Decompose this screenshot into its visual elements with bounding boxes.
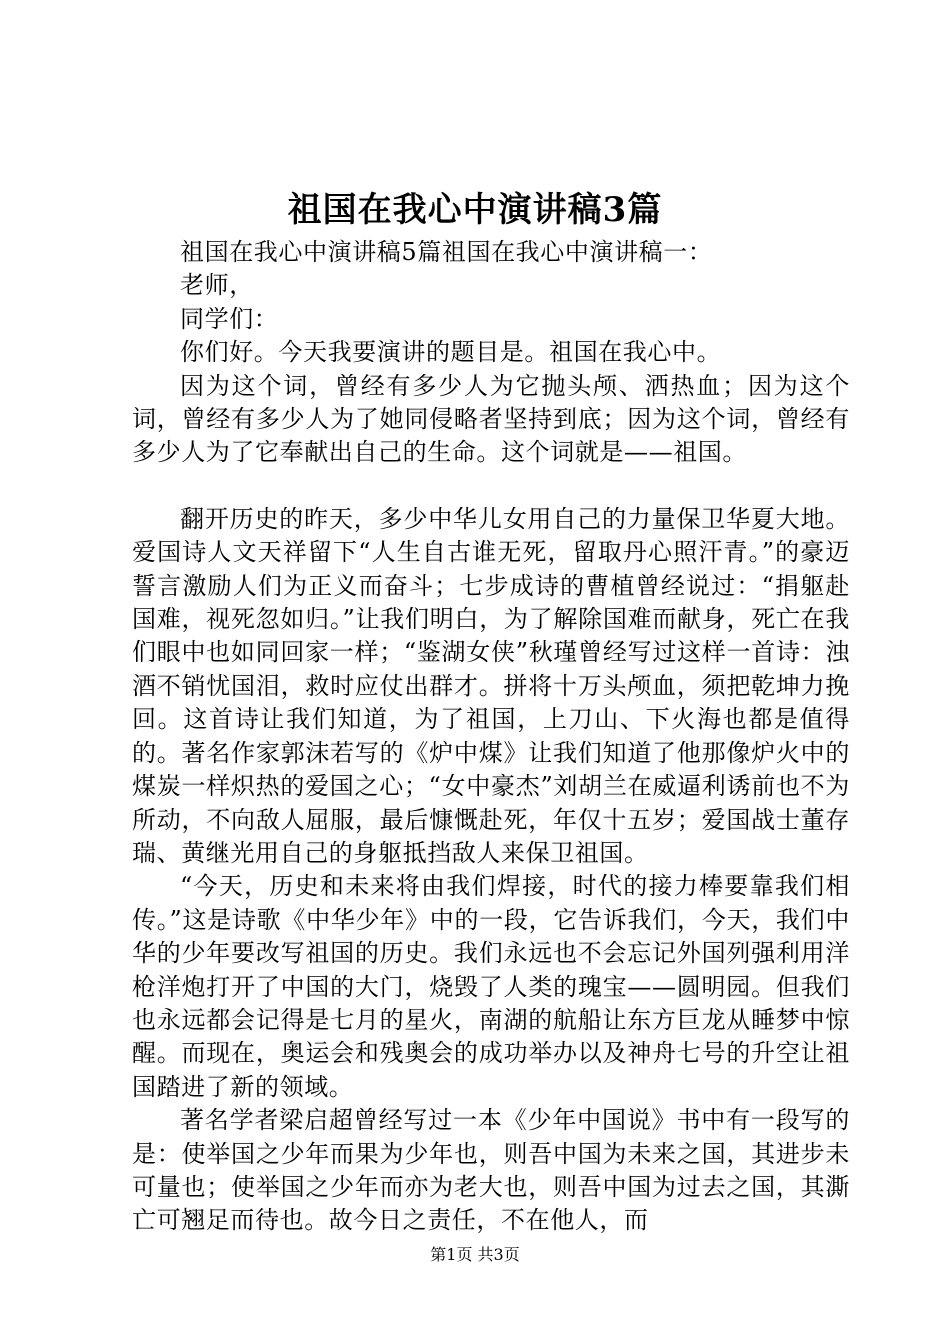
document-title: 祖国在我心中演讲稿3篇 [287, 190, 663, 230]
body-paragraph-homeland-word: 因为这个词，曾经有多少人为它抛头颅、洒热血；因为这个词，曾经有多少人为了她同侵略者坚持到底；因为这个词，曾经有多少人为了它奉献出自己的生命。这个词就是——祖国。 [132, 371, 850, 467]
body-paragraph-intro: 祖国在我心中演讲稿5篇祖国在我心中演讲稿一： [180, 238, 713, 266]
page-number-footer: 第1页 共3页 [430, 1245, 520, 1264]
body-paragraph-salutation-teacher: 老师， [180, 271, 254, 300]
paragraph-gap [132, 470, 850, 503]
body-paragraph-liang-qichao: 著名学者梁启超曾经写过一本《少年中国说》书中有一段写的是：使举国之少年而果为少年也，则吾中国为未来之国，其进步未可量也；使举国之少年而亦为老大也，则吾中国为过去之国，其澌亡可翘足而待也。故今日之责任，不在他人，而 [132, 1106, 850, 1235]
body-paragraph-history: 翻开历史的昨天，多少中华儿女用自己的力量保卫华夏大地。爱国诗人文天祥留下“人生自古谁无死，留取丹心照汗青。”的豪迈誓言激励人们为正义而奋斗；七步成诗的曹植曾经说过：“捐躯赴国难，视死忽如归。”让我们明白，为了解除国难而献身，死亡在我们眼中也如同回家一样；“鉴湖女侠”秋瑾曾经写过这样一首诗：浊酒不销忧国泪，救时应仗出群才。拼将十万头颅血，须把乾坤力挽回。这首诗让我们知道，为了祖国，上刀山、下火海也都是值得的。著名作家郭沫若写的《炉中煤》让我们知道了他那像炉火中的煤炭一样炽热的爱国之心；“女中豪杰”刘胡兰在威逼利诱前也不为所动，不向敌人屈服，最后慷慨赴死，年仅十五岁；爱国战士董存瑞、黄继光用自己的身躯抵挡敌人来保卫祖国。 [132, 504, 850, 867]
body-paragraph-future: “今天，历史和未来将由我们焊接，时代的接力棒要靠我们相传。”这是诗歌《中华少年》中的一段，它告诉我们，今天，我们中华的少年要改写祖国的历史。我们永远也不会忘记外国列强利用洋枪洋炮打开了中国的大门，烧毁了人类的瑰宝——圆明园。但我们也永远都会记得是七月的星火，南湖的航船让东方巨龙从睡梦中惊醒。而现在，奥运会和残奥会的成功举办以及神舟七号的升空让祖国踏进了新的领域。 [132, 872, 850, 1101]
body-paragraph-salutation-students: 同学们： [180, 304, 279, 333]
body-paragraph-greeting: 你们好。今天我要演讲的题目是。祖国在我心中。 [180, 338, 722, 367]
document-body [132, 236, 850, 1238]
